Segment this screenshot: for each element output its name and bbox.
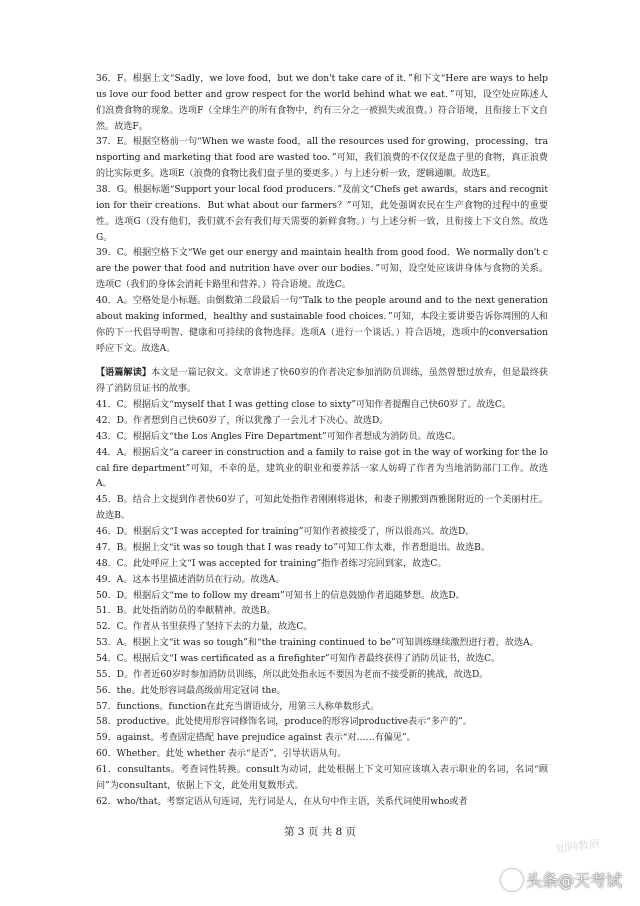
- answer-paragraph-p60: 60．Whether。此处 whether 表示“是否”，引导状语从句。: [96, 749, 347, 760]
- answer-paragraph-p50: 50．D。根据后文“me to follow my dream”可知书上的信息鼓励作者追随梦想。故选D。: [96, 590, 465, 601]
- faint-watermark: 知网教研: [555, 836, 601, 856]
- answer-paragraph-p47: 47．B。根据上文“it was so tough that I was ready to”可知工作太难，作者想退出。故选B。: [96, 542, 490, 553]
- answer-paragraph-p41: 41．C。根据后文“myself that I was getting close to sixty”可知作者提醒自己快60岁了。故选C。: [96, 400, 511, 411]
- document-body: [96, 72, 548, 811]
- answer-paragraph-p53: 53．A。根据上文“it was so tough”和“the training continued to be”可知训练继续激烈进行着，故选A。: [96, 638, 539, 649]
- answer-paragraph-p44: 44．A。根据后文“a career in construction and a family to raise got in the way of working for the local fire department”可知，不幸的是，建筑业的职业和要养活一家人妨碍了作者为当地消防部门工作。故选A。: [96, 447, 548, 490]
- answer-paragraph-p59: 59．against。考查固定搭配 have prejudice against 表示“对……有偏见”。: [96, 733, 416, 744]
- answer-paragraph-pintro: 【语篇解读】本文是一篇记叙文。文章讲述了快60岁的作者决定参加消防员训练，虽然曾想过放弃，但是最终获得了消防员证书的故事。: [96, 367, 548, 395]
- page-footer: 第 3 页 共 8 页: [283, 826, 357, 838]
- answer-paragraph-p40: 40．A。空格处是小标题。由倒数第二段最后一句“Talk to the people around and to the next generation about making informed，healthy and sustainable food choices．”可知，本段主要讲要告诉你周围的人和你的下一代倡导明智、健康和可持续的食物选择。选项A（进行一个谈话。）符合语境，选项中的conversation呼应下文。故选A。: [96, 296, 548, 354]
- answer-paragraph-p43: 43．C。根据后文“the Los Angles Fire Department”可知作者想成为消防员。故选C。: [96, 431, 461, 442]
- answer-paragraph-p61: 61．consultants。考查词性转换。consult为动词，此处根据上下文可知应该填入表示职业的名词，名词“顾问”为consultant，依据上下文，此处用复数形式。: [96, 764, 548, 791]
- answer-paragraph-p56: 56．the。此处形容词最高级前用定冠词 the。: [96, 685, 286, 696]
- camera-logo-icon: [501, 869, 523, 891]
- watermark-text: 头条@天考试: [525, 871, 622, 890]
- answer-paragraph-p36: 36．F。根据上文“Sadly，we love food，but we don't take care of it．”和下文“Here are ways to help us love our food better and grow respect for the world behind what we eat．”可知，设空处应陈述人们浪费食物的现象。选项F（全球生产的所有食物中，约有三分之一被损失或浪费。）符合语境，且衔接上下文自然。故选F。: [96, 74, 548, 132]
- answer-paragraph-p45: 45．B。结合上文提到作者快60岁了，可知此处指作者刚刚将退休，和妻子刚搬到西雅图附近的一个美丽村庄。故选B。: [96, 495, 548, 522]
- answer-paragraph-p48: 48．C。此处呼应上文“I was accepted for training”指作者练习完回到家，故选C。: [96, 558, 447, 569]
- answer-paragraph-p51: 51．B。此处指消防员的奉献精神。故选B。: [96, 606, 276, 617]
- answer-paragraph-p38: 38．G。根据标题“Support your local food producers．”及前文“Chefs get awards，stars and recognition for their creations．But what about our farmers？”可知，此处强调农民在生产食物的过程中的重要性。选项G（没有他们，我们就不会有我们每天需要的新鲜食物。）与上述分析一致，且衔接上下文自然。故选G。: [96, 185, 548, 243]
- answer-paragraph-p55: 55．D。作者近60岁时参加消防员训练，所以此处指永远不要因为老而不接受新的挑战，故选D。: [96, 669, 489, 680]
- section-label: 【语篇解读】: [96, 367, 152, 379]
- answer-paragraph-p52: 52．C。作者从书里获得了坚持下去的力量，故选C。: [96, 622, 313, 633]
- answer-paragraph-p49: 49．A。这本书里描述消防员在行动。故选A。: [96, 574, 285, 585]
- answer-paragraph-p39: 39．C。根据空格下文“We get our energy and maintain health from good food．We normally don't care the power that food and nutrition have over our bodies．”可知，设空处应该讲身体与食物的关系。选项C（我们的身体会消耗卡路里和营养。）符合语境。故选C。: [96, 248, 548, 291]
- answer-paragraph-p42: 42．D。作者想到自己快60岁了，所以犹豫了一会儿才下决心。故选D。: [96, 416, 389, 427]
- answer-paragraph-p37: 37．E。根据空格前一句“When we waste food，all the resources used for growing，processing，transporting and marketing that food are wasted too．”可知，我们浪费的不仅仅是盘子里的食物，真正浪费的比实际更多。选项E（浪费的食物比我们盘子里的要更多。）与上述分析一致，逻辑通顺。故选E。: [96, 137, 548, 180]
- answer-paragraph-p58: 58．productive。此处使用形容词修饰名词，produce的形容词productive表示“多产的”。: [96, 717, 472, 728]
- answer-paragraph-p54: 54．C。根据后文“I was certificated as a firefighter”可知作者最终获得了消防员证书，故选C。: [96, 653, 501, 664]
- answer-paragraph-p62: 62．who/that。考察定语从句连词，先行词是人，在从句中作主语，关系代词使用who或者: [96, 796, 468, 807]
- brand-watermark: [501, 868, 622, 891]
- answer-paragraph-p46: 46．D。根据后文“I was accepted for training”可知作者被接受了，所以很高兴。故选D。: [96, 527, 475, 538]
- answer-paragraph-p57: 57．functions。function在此充当谓语成分，用第三人称单数形式。: [96, 701, 380, 712]
